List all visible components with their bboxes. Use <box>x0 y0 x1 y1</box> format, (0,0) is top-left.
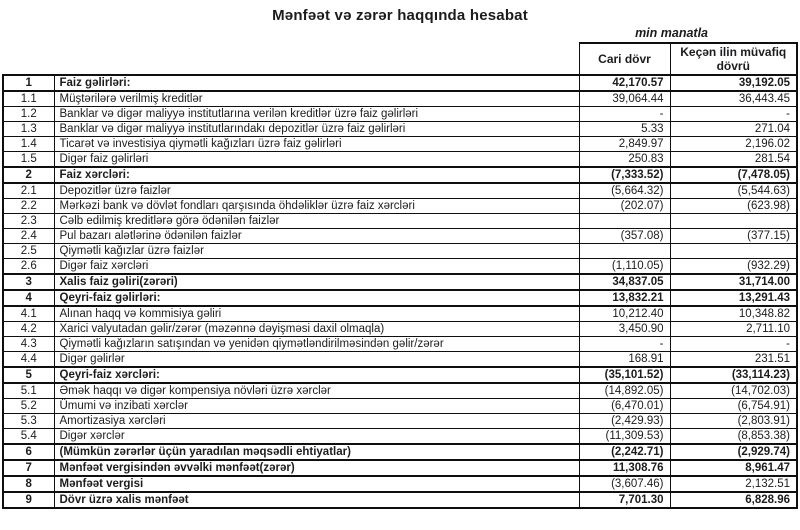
header-current-period: Cari dövr <box>579 43 670 75</box>
prior-value-cell: - <box>670 107 797 122</box>
table-row <box>3 290 797 306</box>
prior-value-cell: (2,803.91) <box>670 414 797 429</box>
row-number-cell: 2.2 <box>3 199 54 214</box>
row-label-cell: Digər faiz gəlirləri <box>54 152 579 168</box>
row-label-cell: Alınan haqq və kommisiya gəliri <box>54 306 579 322</box>
row-number-cell: 1 <box>3 75 54 91</box>
prior-value-cell: 2,132.51 <box>670 476 797 492</box>
prior-value-cell: (7,478.05) <box>670 167 797 183</box>
table-row <box>3 476 797 492</box>
row-label-cell: Faiz gəlirləri: <box>54 75 579 91</box>
table-row <box>3 122 797 137</box>
table-row <box>3 75 797 91</box>
current-value-cell: 34,837.05 <box>579 274 670 290</box>
row-number-cell: 4.2 <box>3 322 54 337</box>
table-row <box>3 199 797 214</box>
current-value-cell: (2,242.71) <box>579 444 670 460</box>
current-value-cell: 7,701.30 <box>579 492 670 508</box>
table-row <box>3 244 797 259</box>
current-value-cell: (357.08) <box>579 229 670 244</box>
table-row <box>3 274 797 290</box>
prior-value-cell: 271.04 <box>670 122 797 137</box>
current-value-cell: 3,450.90 <box>579 322 670 337</box>
prior-value-cell: (932.29) <box>670 259 797 275</box>
table-row <box>3 399 797 414</box>
row-number-cell: 6 <box>3 444 54 460</box>
current-value-cell: (2,429.93) <box>579 414 670 429</box>
current-value-cell: (3,607.46) <box>579 476 670 492</box>
row-number-cell: 1.4 <box>3 137 54 152</box>
row-label-cell: Xarici valyutadan gəlir/zərər (məzənnə dəyişməsi daxil olmaqla) <box>54 322 579 337</box>
current-value-cell: (14,892.05) <box>579 383 670 399</box>
row-number-cell: 4.4 <box>3 352 54 368</box>
row-label-cell: Mənfəət vergisi <box>54 476 579 492</box>
table-row <box>3 214 797 229</box>
row-label-cell: Banklar və digər maliyyə institutlarına verilən kreditlər üzrə faiz gəlirləri <box>54 107 579 122</box>
row-number-cell: 1.5 <box>3 152 54 168</box>
current-value-cell: (5,664.32) <box>579 183 670 199</box>
prior-value-cell: 13,291.43 <box>670 290 797 306</box>
current-value-cell: (202.07) <box>579 199 670 214</box>
prior-value-cell: 2,196.02 <box>670 137 797 152</box>
row-number-cell: 2.4 <box>3 229 54 244</box>
row-number-cell: 1.2 <box>3 107 54 122</box>
current-value-cell: - <box>579 107 670 122</box>
current-value-cell: (6,470.01) <box>579 399 670 414</box>
table-row <box>3 183 797 199</box>
row-label-cell: Xalis faiz gəliri(zərəri) <box>54 274 579 290</box>
row-label-cell: Banklar və digər maliyyə institutlarındakı depozitlər üzrə faiz gəlirləri <box>54 122 579 137</box>
current-value-cell: 2,849.97 <box>579 137 670 152</box>
prior-value-cell: (8,853.38) <box>670 429 797 445</box>
row-label-cell: Qeyri-faiz gəlirləri: <box>54 290 579 306</box>
current-value-cell <box>579 244 670 259</box>
row-number-cell: 2.6 <box>3 259 54 275</box>
row-number-cell: 3 <box>3 274 54 290</box>
table-row <box>3 429 797 445</box>
prior-value-cell: 2,711.10 <box>670 322 797 337</box>
prior-value-cell: 231.51 <box>670 352 797 368</box>
table-body <box>3 75 797 508</box>
row-number-cell: 8 <box>3 476 54 492</box>
row-number-cell: 7 <box>3 460 54 476</box>
row-number-cell: 5 <box>3 367 54 383</box>
current-value-cell: (35,101.52) <box>579 367 670 383</box>
table-row <box>3 383 797 399</box>
row-number-cell: 5.3 <box>3 414 54 429</box>
row-number-cell: 1.3 <box>3 122 54 137</box>
prior-value-cell: 10,348.82 <box>670 306 797 322</box>
row-label-cell: Müştərilərə verilmiş kreditlər <box>54 91 579 107</box>
row-label-cell: Mərkəzi bank və dövlət fondları qarşısında öhdəliklər üzrə faiz xərcləri <box>54 199 579 214</box>
prior-value-cell: (6,754.91) <box>670 399 797 414</box>
table-row <box>3 352 797 368</box>
row-number-cell: 2.3 <box>3 214 54 229</box>
prior-value-cell: 8,961.47 <box>670 460 797 476</box>
current-value-cell: 42,170.57 <box>579 75 670 91</box>
row-label-cell: Amortizasiya xərcləri <box>54 414 579 429</box>
table-row <box>3 167 797 183</box>
prior-value-cell: (2,929.74) <box>670 444 797 460</box>
current-value-cell: 39,064.44 <box>579 91 670 107</box>
table-row <box>3 414 797 429</box>
table-row <box>3 444 797 460</box>
row-number-cell: 4.1 <box>3 306 54 322</box>
row-label-cell: Qeyri-faiz xərcləri: <box>54 367 579 383</box>
row-label-cell: Mənfəət vergisindən əvvəlki mənfəət(zərər) <box>54 460 579 476</box>
prior-value-cell: 36,443.45 <box>670 91 797 107</box>
row-label-cell: Cəlb edilmiş kreditlərə görə ödənilən faizlər <box>54 214 579 229</box>
row-number-cell: 9 <box>3 492 54 508</box>
row-number-cell: 4 <box>3 290 54 306</box>
row-number-cell: 1.1 <box>3 91 54 107</box>
prior-value-cell: 31,714.00 <box>670 274 797 290</box>
row-number-cell: 4.3 <box>3 337 54 352</box>
page-title: Mənfəət və zərər haqqında hesabat <box>272 7 528 24</box>
row-label-cell: Digər xərclər <box>54 429 579 445</box>
row-label-cell: Qiymətli kağızların satışından və yenidən qiymətləndirilməsindən gəlir/zərər <box>54 337 579 352</box>
current-value-cell: 11,308.76 <box>579 460 670 476</box>
unit-note: min manatla <box>635 26 708 40</box>
prior-value-cell: 281.54 <box>670 152 797 168</box>
prior-value-cell: - <box>670 337 797 352</box>
table-row <box>3 259 797 275</box>
row-label-cell: Qiymətli kağızlar üzrə faizlər <box>54 244 579 259</box>
row-number-cell: 2.5 <box>3 244 54 259</box>
current-value-cell: 5.33 <box>579 122 670 137</box>
prior-value-cell: (33,114.23) <box>670 367 797 383</box>
table-row <box>3 306 797 322</box>
prior-value-cell: (623.98) <box>670 199 797 214</box>
current-value-cell: (1,110.05) <box>579 259 670 275</box>
row-label-cell: (Mümkün zərərlər üçün yaradılan məqsədli ehtiyatlar) <box>54 444 579 460</box>
row-label-cell: Depozitlər üzrə faizlər <box>54 183 579 199</box>
current-value-cell: 168.91 <box>579 352 670 368</box>
header-prior-period: Keçən ilin müvafiq dövrü <box>670 43 797 75</box>
row-label-cell: Əmək haqqı və digər kompensiya növləri üzrə xərclər <box>54 383 579 399</box>
prior-value-cell: 39,192.05 <box>670 75 797 91</box>
table-row <box>3 152 797 168</box>
prior-value-cell: (377.15) <box>670 229 797 244</box>
row-number-cell: 5.1 <box>3 383 54 399</box>
table-row <box>3 107 797 122</box>
table-row <box>3 492 797 508</box>
row-number-cell: 5.4 <box>3 429 54 445</box>
current-value-cell: - <box>579 337 670 352</box>
table-row <box>3 337 797 352</box>
table-row <box>3 137 797 152</box>
header-row <box>3 43 797 75</box>
row-label-cell: Ticarət və investisiya qiymətli kağızları üzrə faiz gəlirləri <box>54 137 579 152</box>
row-label-cell: Digər gəlirlər <box>54 352 579 368</box>
income-statement-table <box>2 42 798 509</box>
header-blank-cell <box>3 43 579 75</box>
current-value-cell: (11,309.53) <box>579 429 670 445</box>
prior-value-cell: 6,828.96 <box>670 492 797 508</box>
current-value-cell: 10,212.40 <box>579 306 670 322</box>
row-number-cell: 2 <box>3 167 54 183</box>
prior-value-cell <box>670 244 797 259</box>
table-row <box>3 322 797 337</box>
current-value-cell: 250.83 <box>579 152 670 168</box>
prior-value-cell: (14,702.03) <box>670 383 797 399</box>
current-value-cell <box>579 214 670 229</box>
table-row <box>3 367 797 383</box>
current-value-cell: (7,333.52) <box>579 167 670 183</box>
row-label-cell: Faiz xərcləri: <box>54 167 579 183</box>
row-label-cell: Ümumi və inzibati xərclər <box>54 399 579 414</box>
current-value-cell: 13,832.21 <box>579 290 670 306</box>
table-row <box>3 229 797 244</box>
prior-value-cell <box>670 214 797 229</box>
prior-value-cell: (5,544.63) <box>670 183 797 199</box>
row-number-cell: 5.2 <box>3 399 54 414</box>
row-label-cell: Dövr üzrə xalis mənfəət <box>54 492 579 508</box>
table-row <box>3 91 797 107</box>
row-label-cell: Digər faiz xərcləri <box>54 259 579 275</box>
row-number-cell: 2.1 <box>3 183 54 199</box>
row-label-cell: Pul bazarı alətlərinə ödənilən faizlər <box>54 229 579 244</box>
table-row <box>3 460 797 476</box>
